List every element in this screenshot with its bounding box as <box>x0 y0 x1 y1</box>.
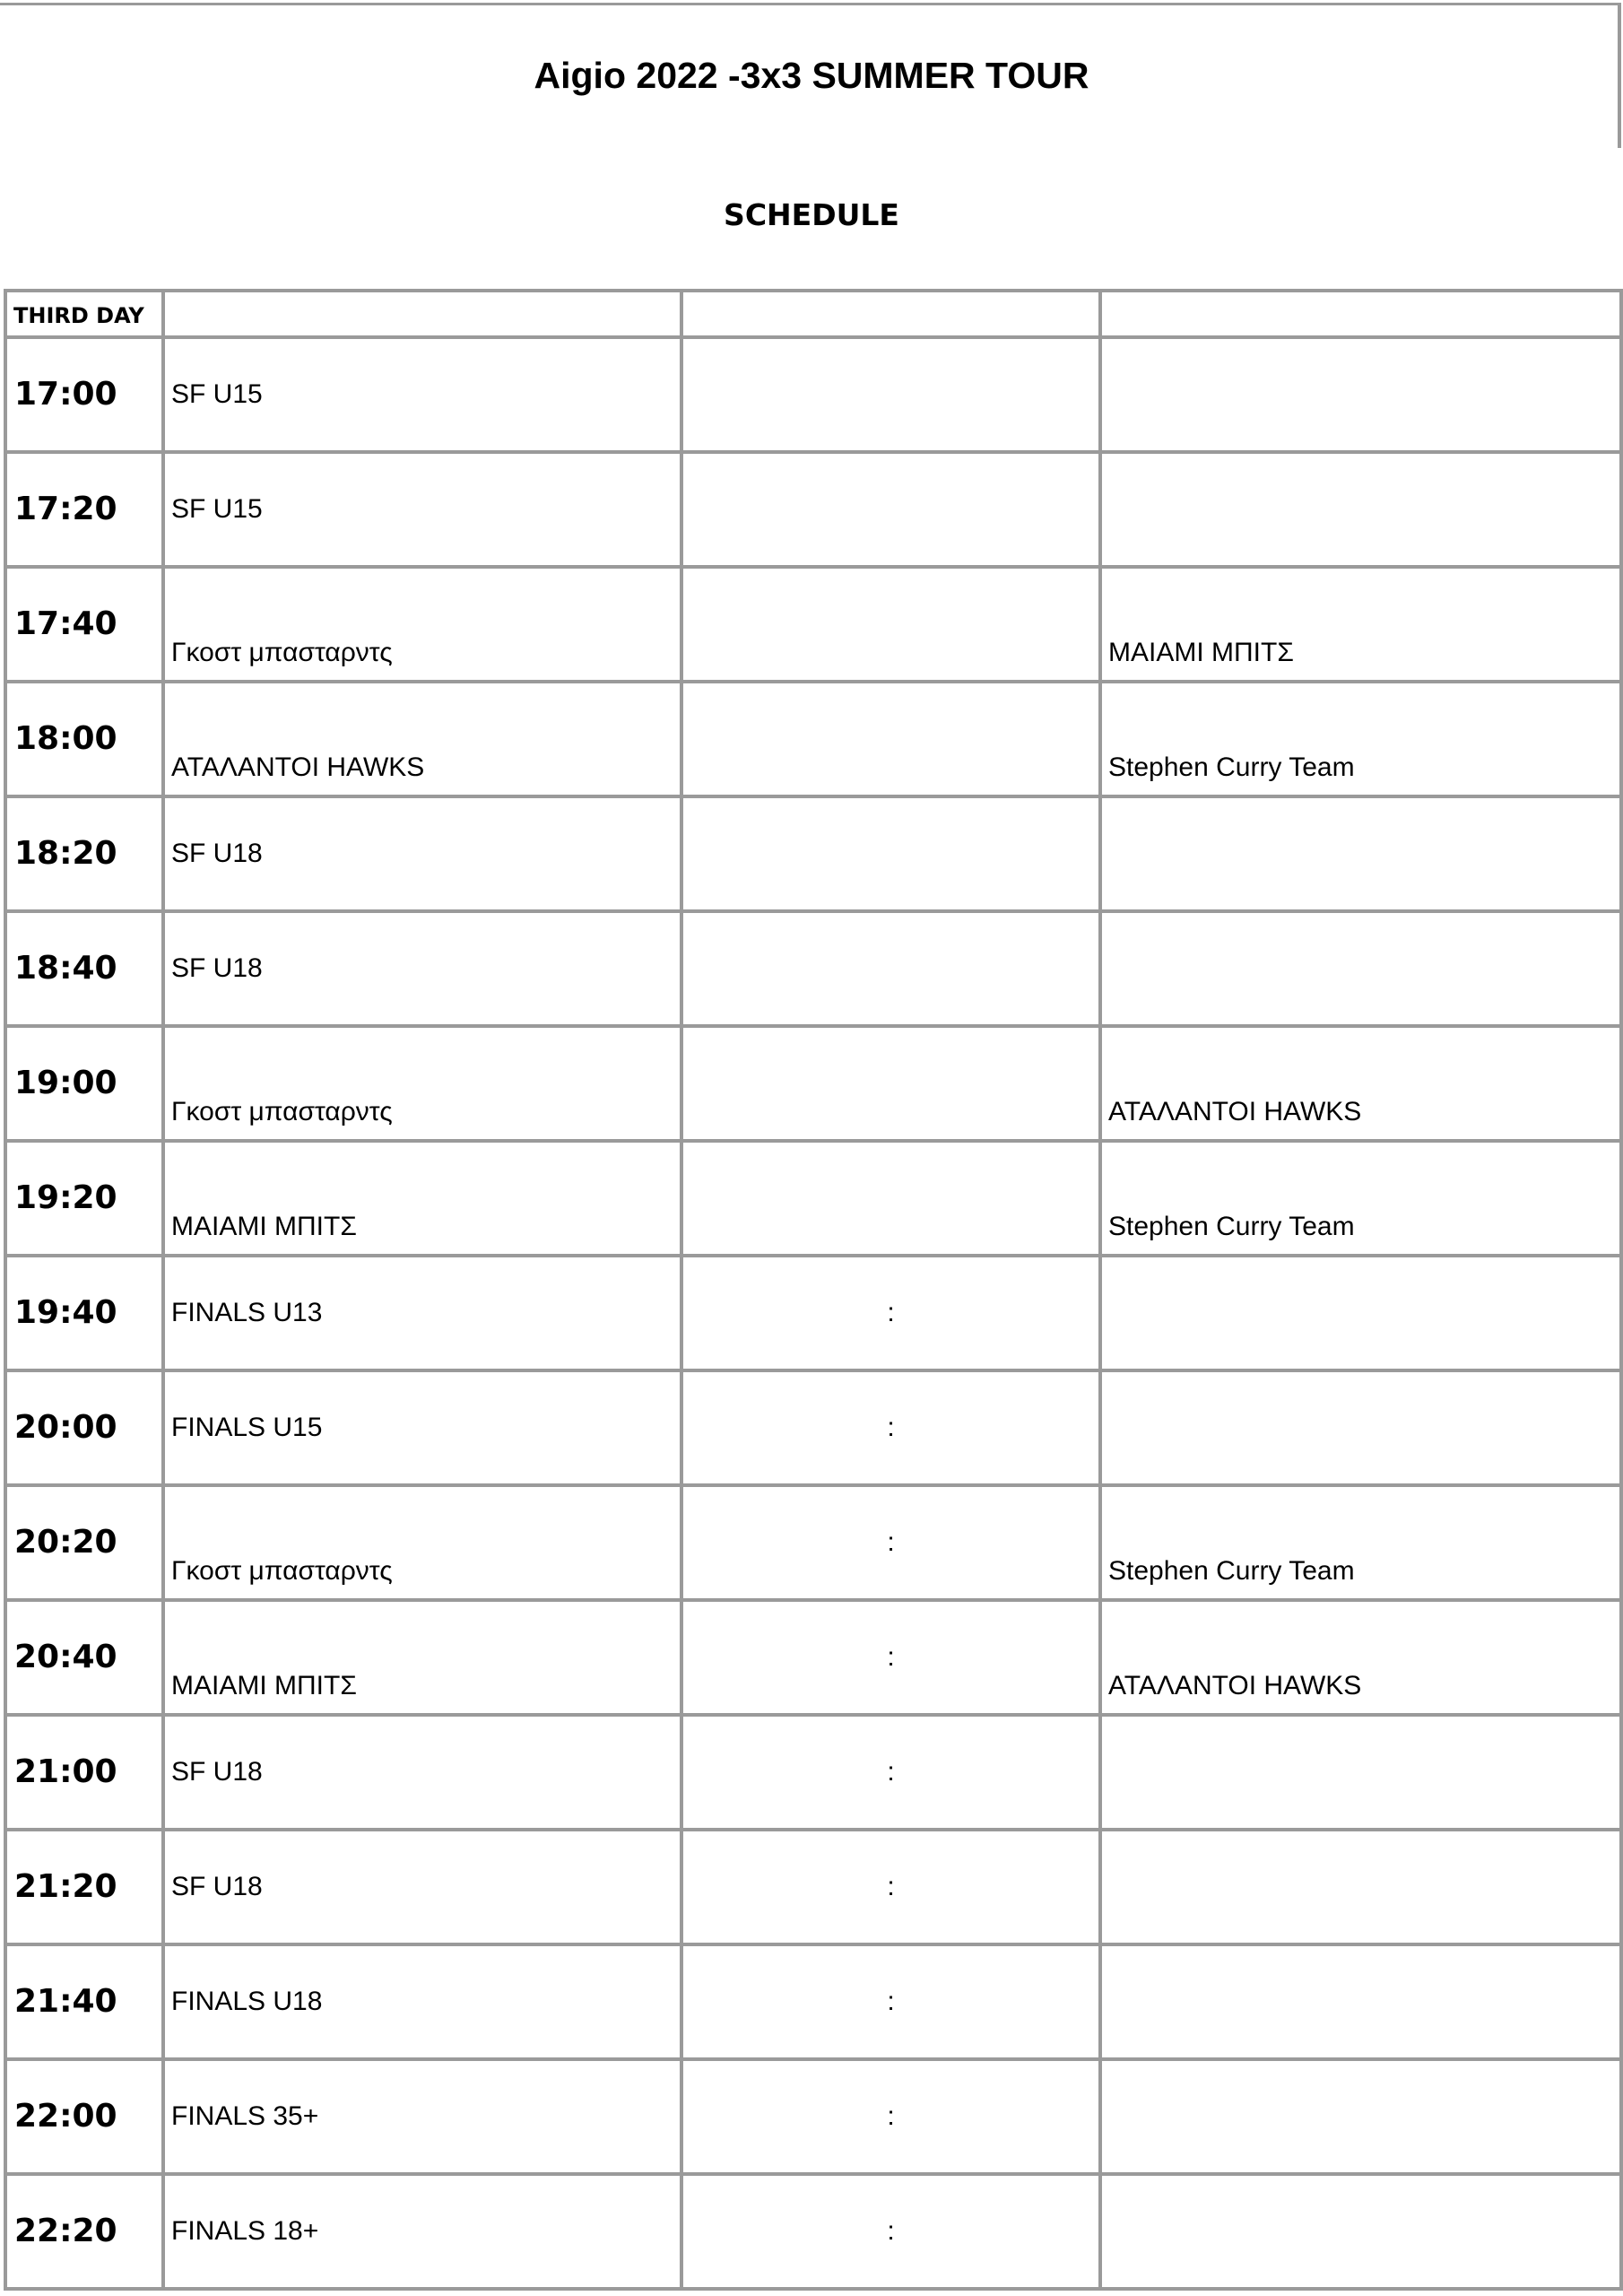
time-cell <box>5 682 163 796</box>
score-separator: : <box>887 2101 895 2131</box>
header-cell-away <box>1100 291 1621 337</box>
table-row <box>5 1715 1621 1830</box>
table-row <box>5 1830 1621 1944</box>
time-cell <box>5 567 163 682</box>
away-team-cell <box>1100 2059 1621 2174</box>
header-cell-category <box>163 291 681 337</box>
home-team: ΑΤΑΛΑΝΤΟΙ HAWKS <box>171 752 425 782</box>
match-cell <box>163 452 681 567</box>
time-slot: 22:20 <box>14 2213 117 2249</box>
table-header-row <box>5 291 1621 337</box>
score-cell <box>681 1485 1100 1600</box>
away-team-cell <box>1100 1600 1621 1715</box>
score-cell <box>681 1830 1100 1944</box>
table-row <box>5 2059 1621 2174</box>
table-row <box>5 2174 1621 2289</box>
table-row <box>5 1141 1621 1256</box>
time-slot: 18:00 <box>14 720 117 757</box>
match-category: SF U18 <box>171 1757 263 1787</box>
match-cell <box>163 796 681 911</box>
time-slot: 17:20 <box>14 491 117 527</box>
time-slot: 17:00 <box>14 376 117 413</box>
schedule-table <box>4 289 1623 2291</box>
away-team-cell <box>1100 1715 1621 1830</box>
time-cell <box>5 796 163 911</box>
table-row <box>5 682 1621 796</box>
score-cell <box>681 1600 1100 1715</box>
time-cell <box>5 911 163 1026</box>
match-category: FINALS 35+ <box>171 2101 319 2131</box>
schedule-heading: SCHEDULE <box>724 197 899 232</box>
score-separator: : <box>887 1987 895 2016</box>
match-category: FINALS U13 <box>171 1298 323 1327</box>
away-team: Stephen Curry Team <box>1108 1212 1355 1241</box>
table-row <box>5 452 1621 567</box>
score-separator: : <box>887 1413 895 1442</box>
time-cell <box>5 1485 163 1600</box>
match-cell <box>163 1256 681 1370</box>
away-team-cell <box>1100 1485 1621 1600</box>
match-cell <box>163 1485 681 1600</box>
table-row <box>5 796 1621 911</box>
header-top-border <box>0 3 1621 5</box>
table-row <box>5 1600 1621 1715</box>
score-cell <box>681 796 1100 911</box>
time-slot: 17:40 <box>14 605 117 642</box>
score-cell <box>681 452 1100 567</box>
time-slot: 19:00 <box>14 1065 117 1101</box>
time-cell <box>5 2174 163 2289</box>
table-row <box>5 1944 1621 2059</box>
time-cell <box>5 1370 163 1485</box>
match-category: SF U18 <box>171 839 263 868</box>
match-cell <box>163 1830 681 1944</box>
score-cell <box>681 1944 1100 2059</box>
away-team: ΑΤΑΛΑΝΤΟΙ HAWKS <box>1108 1671 1362 1700</box>
away-team: Stephen Curry Team <box>1108 1556 1355 1586</box>
match-category: SF U18 <box>171 953 263 983</box>
match-cell <box>163 2059 681 2174</box>
schedule-table-body <box>5 291 1621 2289</box>
match-category: SF U15 <box>171 494 263 524</box>
match-cell <box>163 1370 681 1485</box>
away-team-cell <box>1100 1830 1621 1944</box>
table-row <box>5 1485 1621 1600</box>
time-slot: 20:00 <box>14 1409 117 1446</box>
home-team: Γκοστ μπασταρντς <box>171 1097 393 1126</box>
away-team-cell <box>1100 337 1621 452</box>
match-cell <box>163 1141 681 1256</box>
score-cell <box>681 567 1100 682</box>
away-team-cell <box>1100 682 1621 796</box>
score-cell <box>681 1026 1100 1141</box>
table-row <box>5 1370 1621 1485</box>
match-category: FINALS 18+ <box>171 2216 319 2246</box>
score-cell <box>681 2059 1100 2174</box>
home-team: ΜΑΙΑΜΙ ΜΠΙΤΣ <box>171 1212 357 1241</box>
score-separator: : <box>887 1642 895 1672</box>
match-cell <box>163 1715 681 1830</box>
match-cell <box>163 1600 681 1715</box>
time-cell <box>5 1830 163 1944</box>
match-cell <box>163 1944 681 2059</box>
score-cell <box>681 1715 1100 1830</box>
match-cell <box>163 2174 681 2289</box>
time-cell <box>5 1944 163 2059</box>
match-cell <box>163 337 681 452</box>
time-slot: 18:40 <box>14 950 117 987</box>
time-slot: 18:20 <box>14 835 117 872</box>
table-row <box>5 337 1621 452</box>
score-cell <box>681 682 1100 796</box>
away-team-cell <box>1100 1141 1621 1256</box>
time-slot: 20:40 <box>14 1639 117 1675</box>
score-cell <box>681 911 1100 1026</box>
score-cell <box>681 1141 1100 1256</box>
time-slot: 21:00 <box>14 1753 117 1790</box>
away-team-cell <box>1100 567 1621 682</box>
score-cell <box>681 1256 1100 1370</box>
match-cell <box>163 567 681 682</box>
away-team: ΜΑΙΑΜΙ ΜΠΙΤΣ <box>1108 638 1294 667</box>
time-slot: 21:40 <box>14 1983 117 2020</box>
home-team: Γκοστ μπασταρντς <box>171 638 393 667</box>
score-cell <box>681 1370 1100 1485</box>
away-team-cell <box>1100 1256 1621 1370</box>
time-slot: 20:20 <box>14 1524 117 1561</box>
day-label: THIRD DAY <box>13 303 144 328</box>
away-team-cell <box>1100 1370 1621 1485</box>
time-cell <box>5 1026 163 1141</box>
table-row <box>5 567 1621 682</box>
score-separator: : <box>887 1757 895 1787</box>
time-slot: 19:40 <box>14 1294 117 1331</box>
time-slot: 19:20 <box>14 1179 117 1216</box>
away-team: ΑΤΑΛΑΝΤΟΙ HAWKS <box>1108 1097 1362 1126</box>
home-team: ΜΑΙΑΜΙ ΜΠΙΤΣ <box>171 1671 357 1700</box>
match-cell <box>163 1026 681 1141</box>
match-category: SF U18 <box>171 1872 263 1901</box>
time-slot: 22:00 <box>14 2098 117 2135</box>
time-cell <box>5 1600 163 1715</box>
time-cell <box>5 1715 163 1830</box>
match-cell <box>163 682 681 796</box>
score-separator: : <box>887 2216 895 2246</box>
score-separator: : <box>887 1298 895 1327</box>
table-row <box>5 911 1621 1026</box>
table-row <box>5 1026 1621 1141</box>
match-category: FINALS U18 <box>171 1987 323 2016</box>
away-team-cell <box>1100 1026 1621 1141</box>
away-team-cell <box>1100 452 1621 567</box>
match-category: SF U15 <box>171 379 263 409</box>
time-cell <box>5 2059 163 2174</box>
away-team-cell <box>1100 1944 1621 2059</box>
match-category: FINALS U15 <box>171 1413 323 1442</box>
away-team-cell <box>1100 796 1621 911</box>
away-team-cell <box>1100 911 1621 1026</box>
header-cell-score <box>681 291 1100 337</box>
away-team: Stephen Curry Team <box>1108 752 1355 782</box>
time-slot: 21:20 <box>14 1868 117 1905</box>
match-cell <box>163 911 681 1026</box>
home-team: Γκοστ μπασταρντς <box>171 1556 393 1586</box>
score-cell <box>681 2174 1100 2289</box>
table-row <box>5 1256 1621 1370</box>
time-cell <box>5 1256 163 1370</box>
score-separator: : <box>887 1872 895 1901</box>
away-team-cell <box>1100 2174 1621 2289</box>
document-title: Aigio 2022 -3x3 SUMMER TOUR <box>534 55 1089 96</box>
time-cell <box>5 337 163 452</box>
score-cell <box>681 337 1100 452</box>
time-cell <box>5 452 163 567</box>
day-label-cell <box>5 291 163 337</box>
time-cell <box>5 1141 163 1256</box>
score-separator: : <box>887 1527 895 1557</box>
